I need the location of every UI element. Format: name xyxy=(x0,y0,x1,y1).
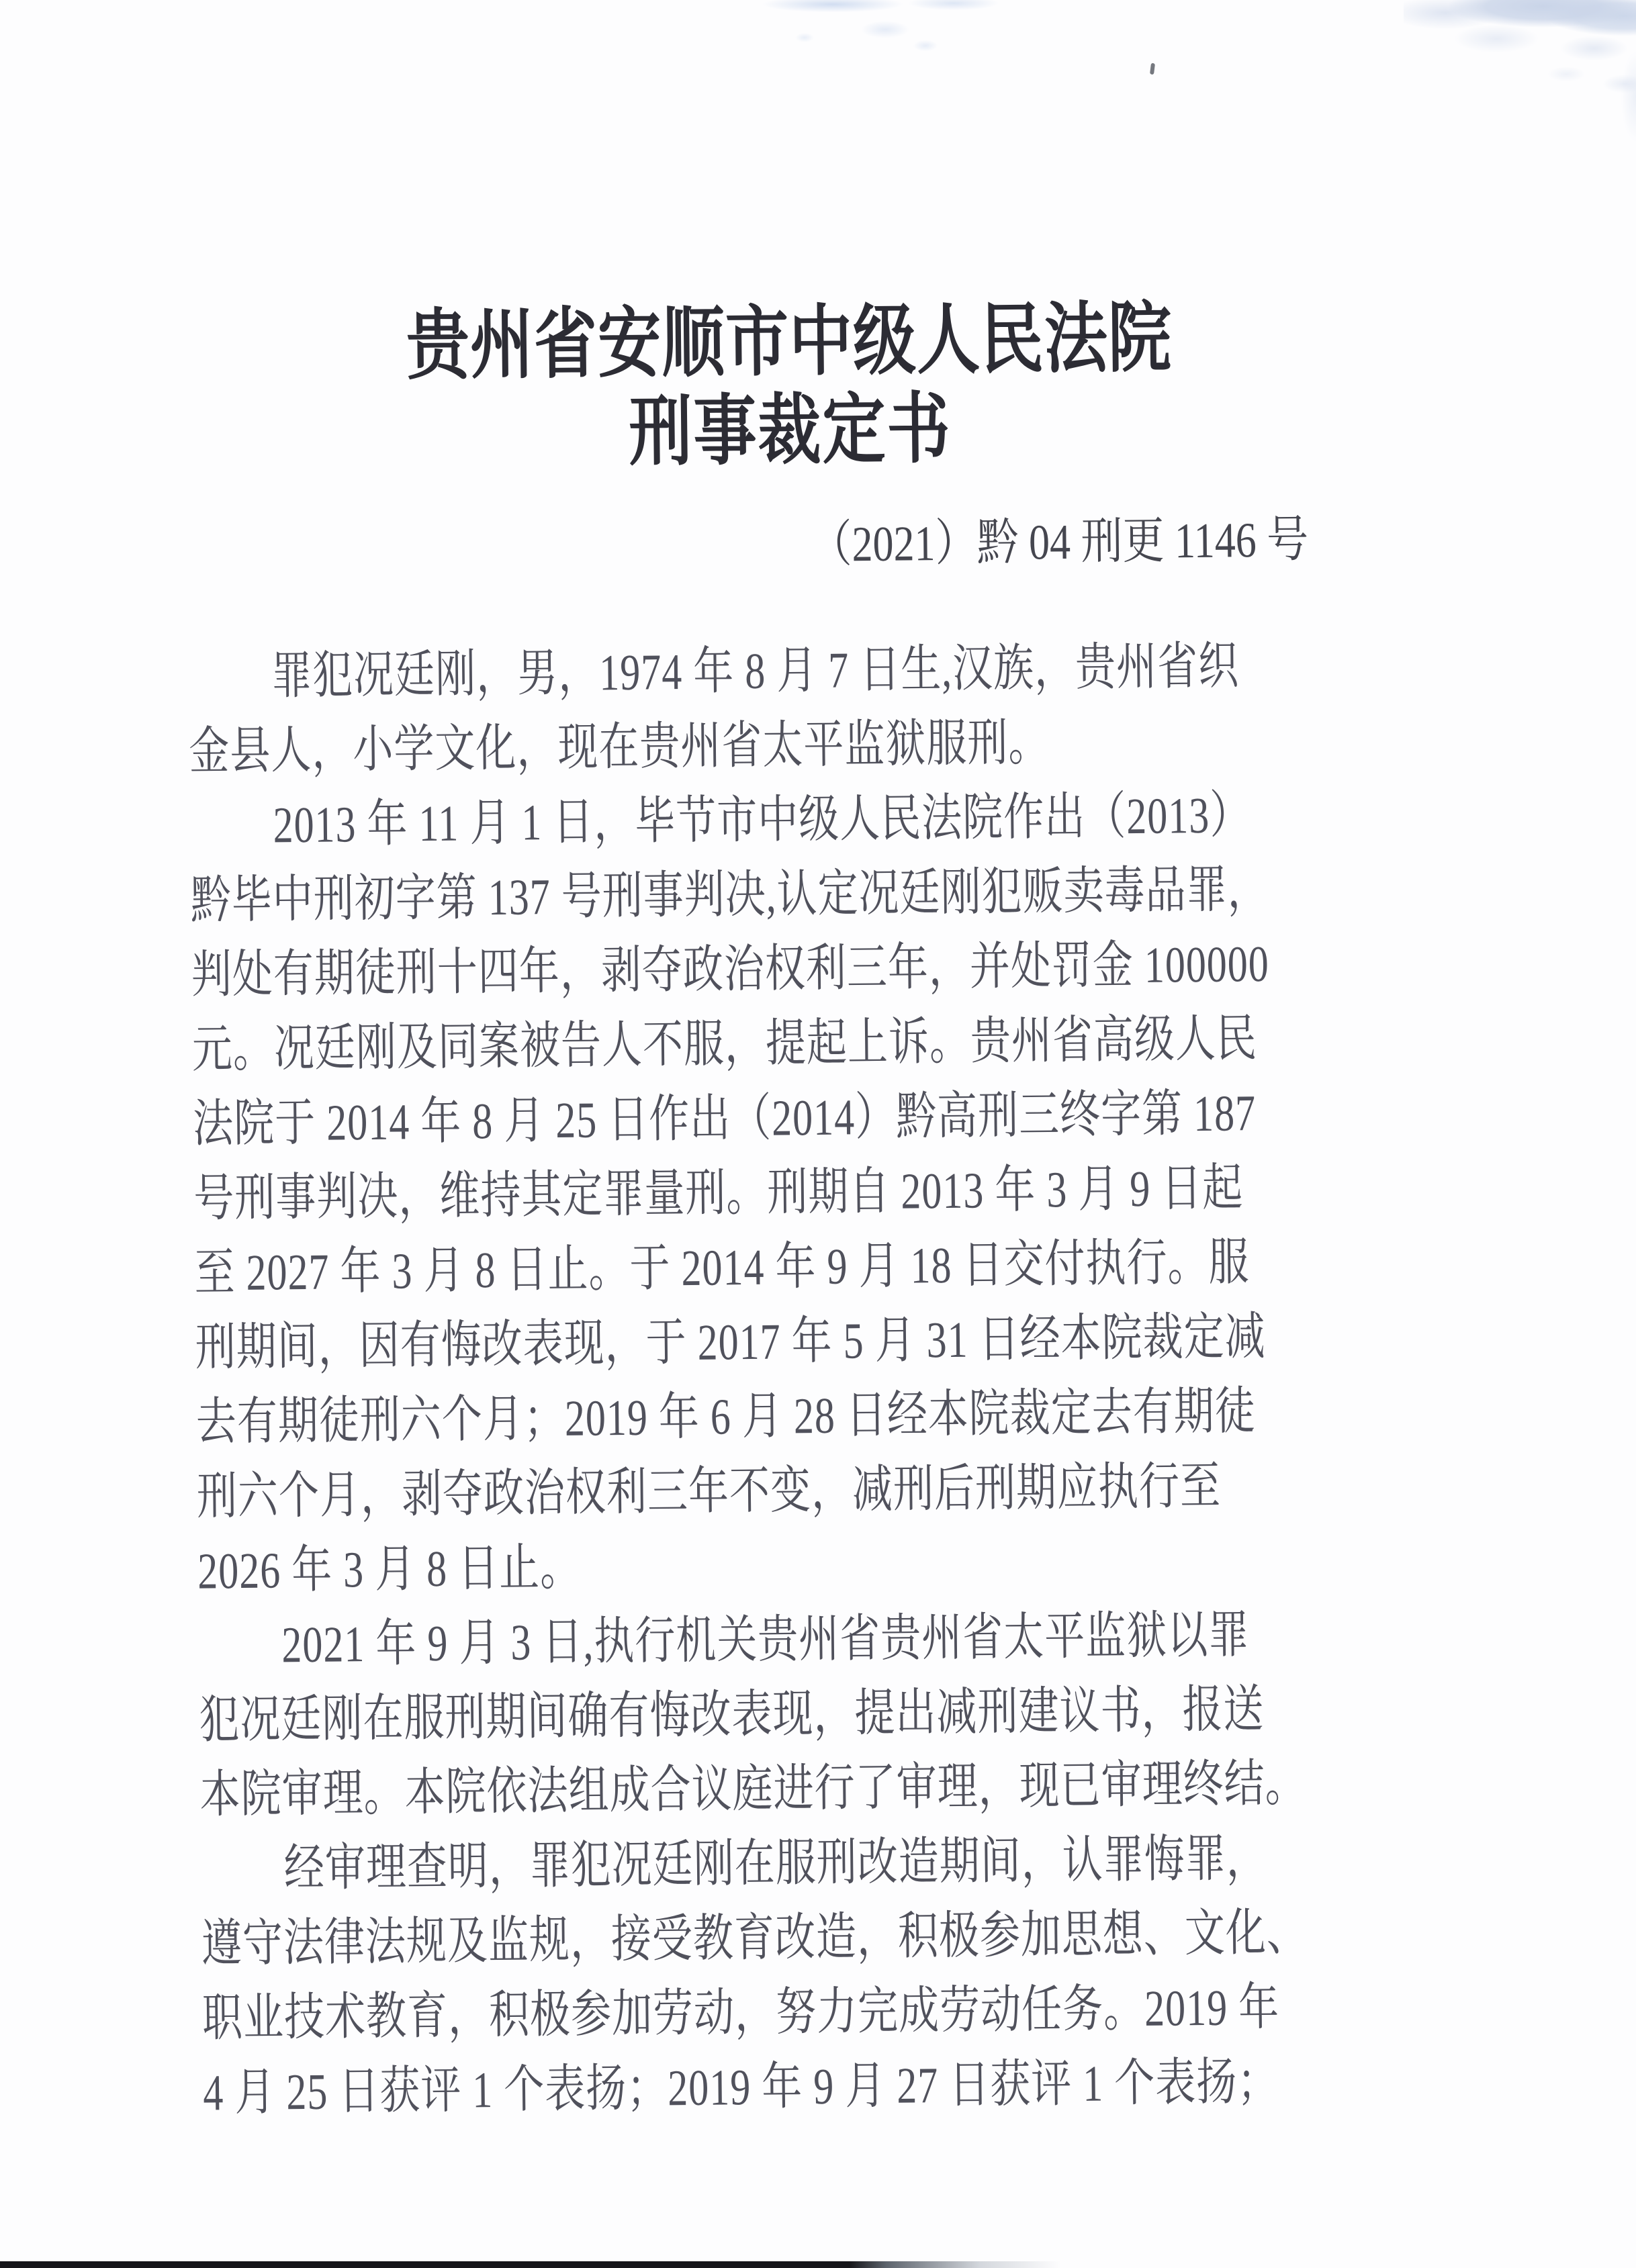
text-line: 刑期间，因有悔改表现，于 2017 年 5 月 31 日经本院裁定减 xyxy=(195,1308,1267,1376)
text-line: 黔毕中刑初字第 137 号刑事判决,认定况廷刚犯贩卖毒品罪， xyxy=(190,861,1269,929)
text-line: 2013 年 11 月 1 日，毕节市中级人民法院作出（2013） xyxy=(273,786,1251,853)
text-line: 金县人，小学文化，现在贵州省太平监狱服刑。 xyxy=(188,714,1050,780)
text-line: 刑六个月，剥夺政治权利三年不变，减刑后刑期应执行至 xyxy=(196,1458,1222,1525)
text-line: 罪犯况廷刚，男，1974 年 8 月 7 日生,汉族，贵州省织 xyxy=(271,638,1240,704)
text-line: 法院于 2014 年 8 月 25 日作出（2014）黔高刑三终字第 187 xyxy=(192,1084,1257,1153)
body-text xyxy=(188,628,1412,2131)
text-line: 本院审理。本院依法组成合议庭进行了审理，现已审理终结。 xyxy=(199,1755,1307,1824)
text-line: 职业技术教育，积极参加劳动，努力完成劳动任务。2019 年 xyxy=(201,1979,1280,2047)
scan-bottom-edge-bar xyxy=(0,2261,1061,2268)
text-line: 经审理查明，罪犯况廷刚在服刑改造期间，认罪悔罪， xyxy=(283,1830,1268,1897)
text-line: 元。况廷刚及同案被告人不服，提起上诉。贵州省高级人民 xyxy=(191,1010,1258,1078)
text-line: 判处有期徒刑十四年，剥夺政治权利三年，并处罚金 100000 xyxy=(191,935,1270,1004)
scan-noise-top-right-corner xyxy=(1404,0,1636,161)
text-line: 犯况廷刚在服刑期间确有悔改表现，提出减刑建议书，报送 xyxy=(199,1681,1265,1749)
document-title: 刑事裁定书 xyxy=(628,387,952,476)
text-line: 2026 年 3 月 8 日止。 xyxy=(197,1539,582,1600)
case-number: （2021）黔 04 刑更 1146 号 xyxy=(810,512,1309,573)
text-line: 4 月 25 日获评 1 个表扬；2019 年 9 月 27 日获评 1 个表扬； xyxy=(202,2053,1279,2122)
court-name: 贵州省安顺市中级人民法院 xyxy=(406,295,1173,389)
text-line: 遵守法律法规及监规，接受教育改造，积极参加思想、文化、 xyxy=(201,1904,1308,1973)
text-line: 号刑事判决，维持其定罪量刑。刑期自 2013 年 3 月 9 日起 xyxy=(193,1160,1244,1227)
text-line: 去有期徒刑六个月；2019 年 6 月 28 日经本院裁定去有期徒 xyxy=(195,1382,1257,1451)
text-line: 至 2027 年 3 月 8 日止。于 2014 年 9 月 18 日交付执行。服 xyxy=(194,1233,1250,1302)
text-line: 2021 年 9 月 3 日,执行机关贵州省贵州省太平监狱以罪 xyxy=(281,1606,1250,1673)
document-content xyxy=(181,0,1412,2130)
